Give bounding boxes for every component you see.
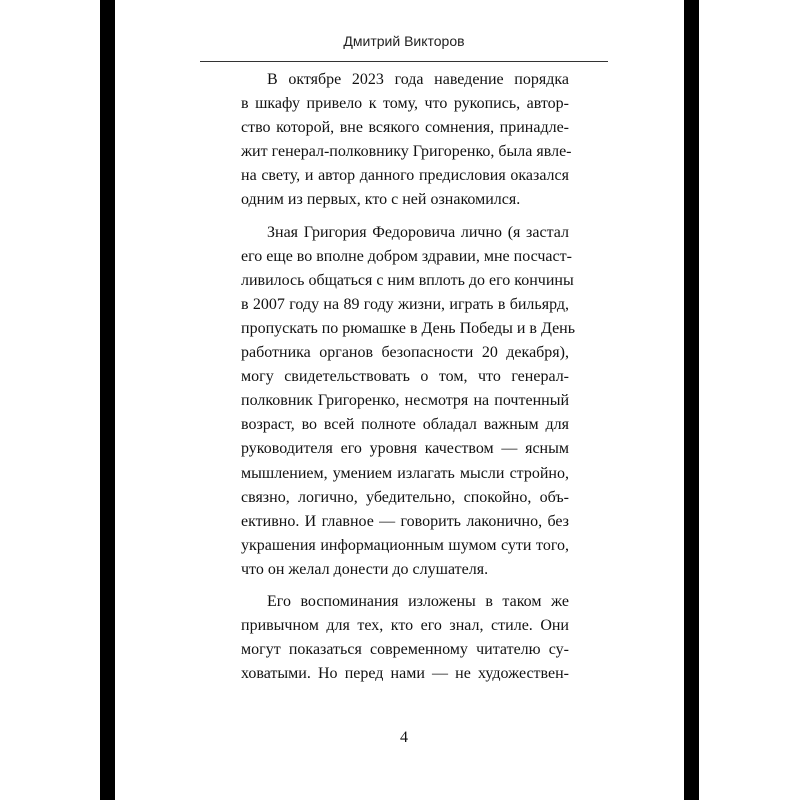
text-line: могут показаться современному читателю су-	[241, 641, 569, 659]
left-frame-bar	[100, 0, 115, 800]
text-line: украшения информационным шумом сути того,	[241, 536, 569, 554]
text-line: полковник Григоренко, несмотря на почтенный	[241, 392, 569, 410]
text-line: жит генерал-полковнику Григоренко, была явле-	[241, 143, 572, 161]
text-line: мышлением, умением излагать мысли стройно,	[241, 464, 569, 482]
text-line: в 2007 году на 89 году жизни, играть в бильярд,	[241, 295, 569, 313]
running-head-author: Дмитрий Викторов	[343, 33, 465, 49]
text-line: на свету, и автор данного предисловия оказался	[241, 167, 569, 185]
text-line: ство которой, вне всякого сомнения, принадле-	[241, 119, 569, 137]
text-line: в шкафу привело к тому, что рукопись, автор-	[241, 95, 569, 113]
text-line: работника органов безопасности 20 декабря),	[241, 344, 569, 362]
header-rule	[200, 61, 608, 62]
text-line: связно, логично, убедительно, спокойно, объ-	[241, 488, 569, 506]
text-line: что он желал донести до слушателя.	[241, 560, 489, 578]
book-page	[115, 0, 684, 800]
paragraph-gap	[241, 582, 569, 590]
paragraph-gap	[241, 213, 569, 221]
page-number: 4	[400, 729, 408, 746]
text-line: В октябре 2023 года наведение порядка	[267, 71, 569, 88]
text-line: ховатыми. Но перед нами — не художествен-	[241, 665, 569, 683]
text-line: руководителя его уровня качеством — ясным	[241, 440, 569, 458]
text-line: ективно. И главное — говорить лаконично, без	[241, 512, 569, 530]
text-line: возраст, во всей полноте обладал важным для	[241, 416, 569, 434]
text-line: Зная Григория Федоровича лично (я застал	[267, 223, 569, 241]
text-line: Его воспоминания изложены в таком же	[267, 592, 569, 610]
text-line: его еще во вполне добром здравии, мне посчаст-	[241, 247, 572, 265]
right-frame-bar	[684, 0, 699, 800]
text-line: могу свидетельствовать о том, что генерал-	[241, 368, 569, 386]
text-line: одним из первых, кто с ней ознакомился.	[241, 191, 521, 209]
text-line: пропускать по рюмашке в День Победы и в День	[241, 319, 576, 337]
text-line: ливилось общаться с ним вплоть до его кончины	[241, 271, 574, 289]
body-text	[241, 68, 576, 686]
text-line: привычном для тех, кто его знал, стиле. Они	[241, 617, 569, 635]
